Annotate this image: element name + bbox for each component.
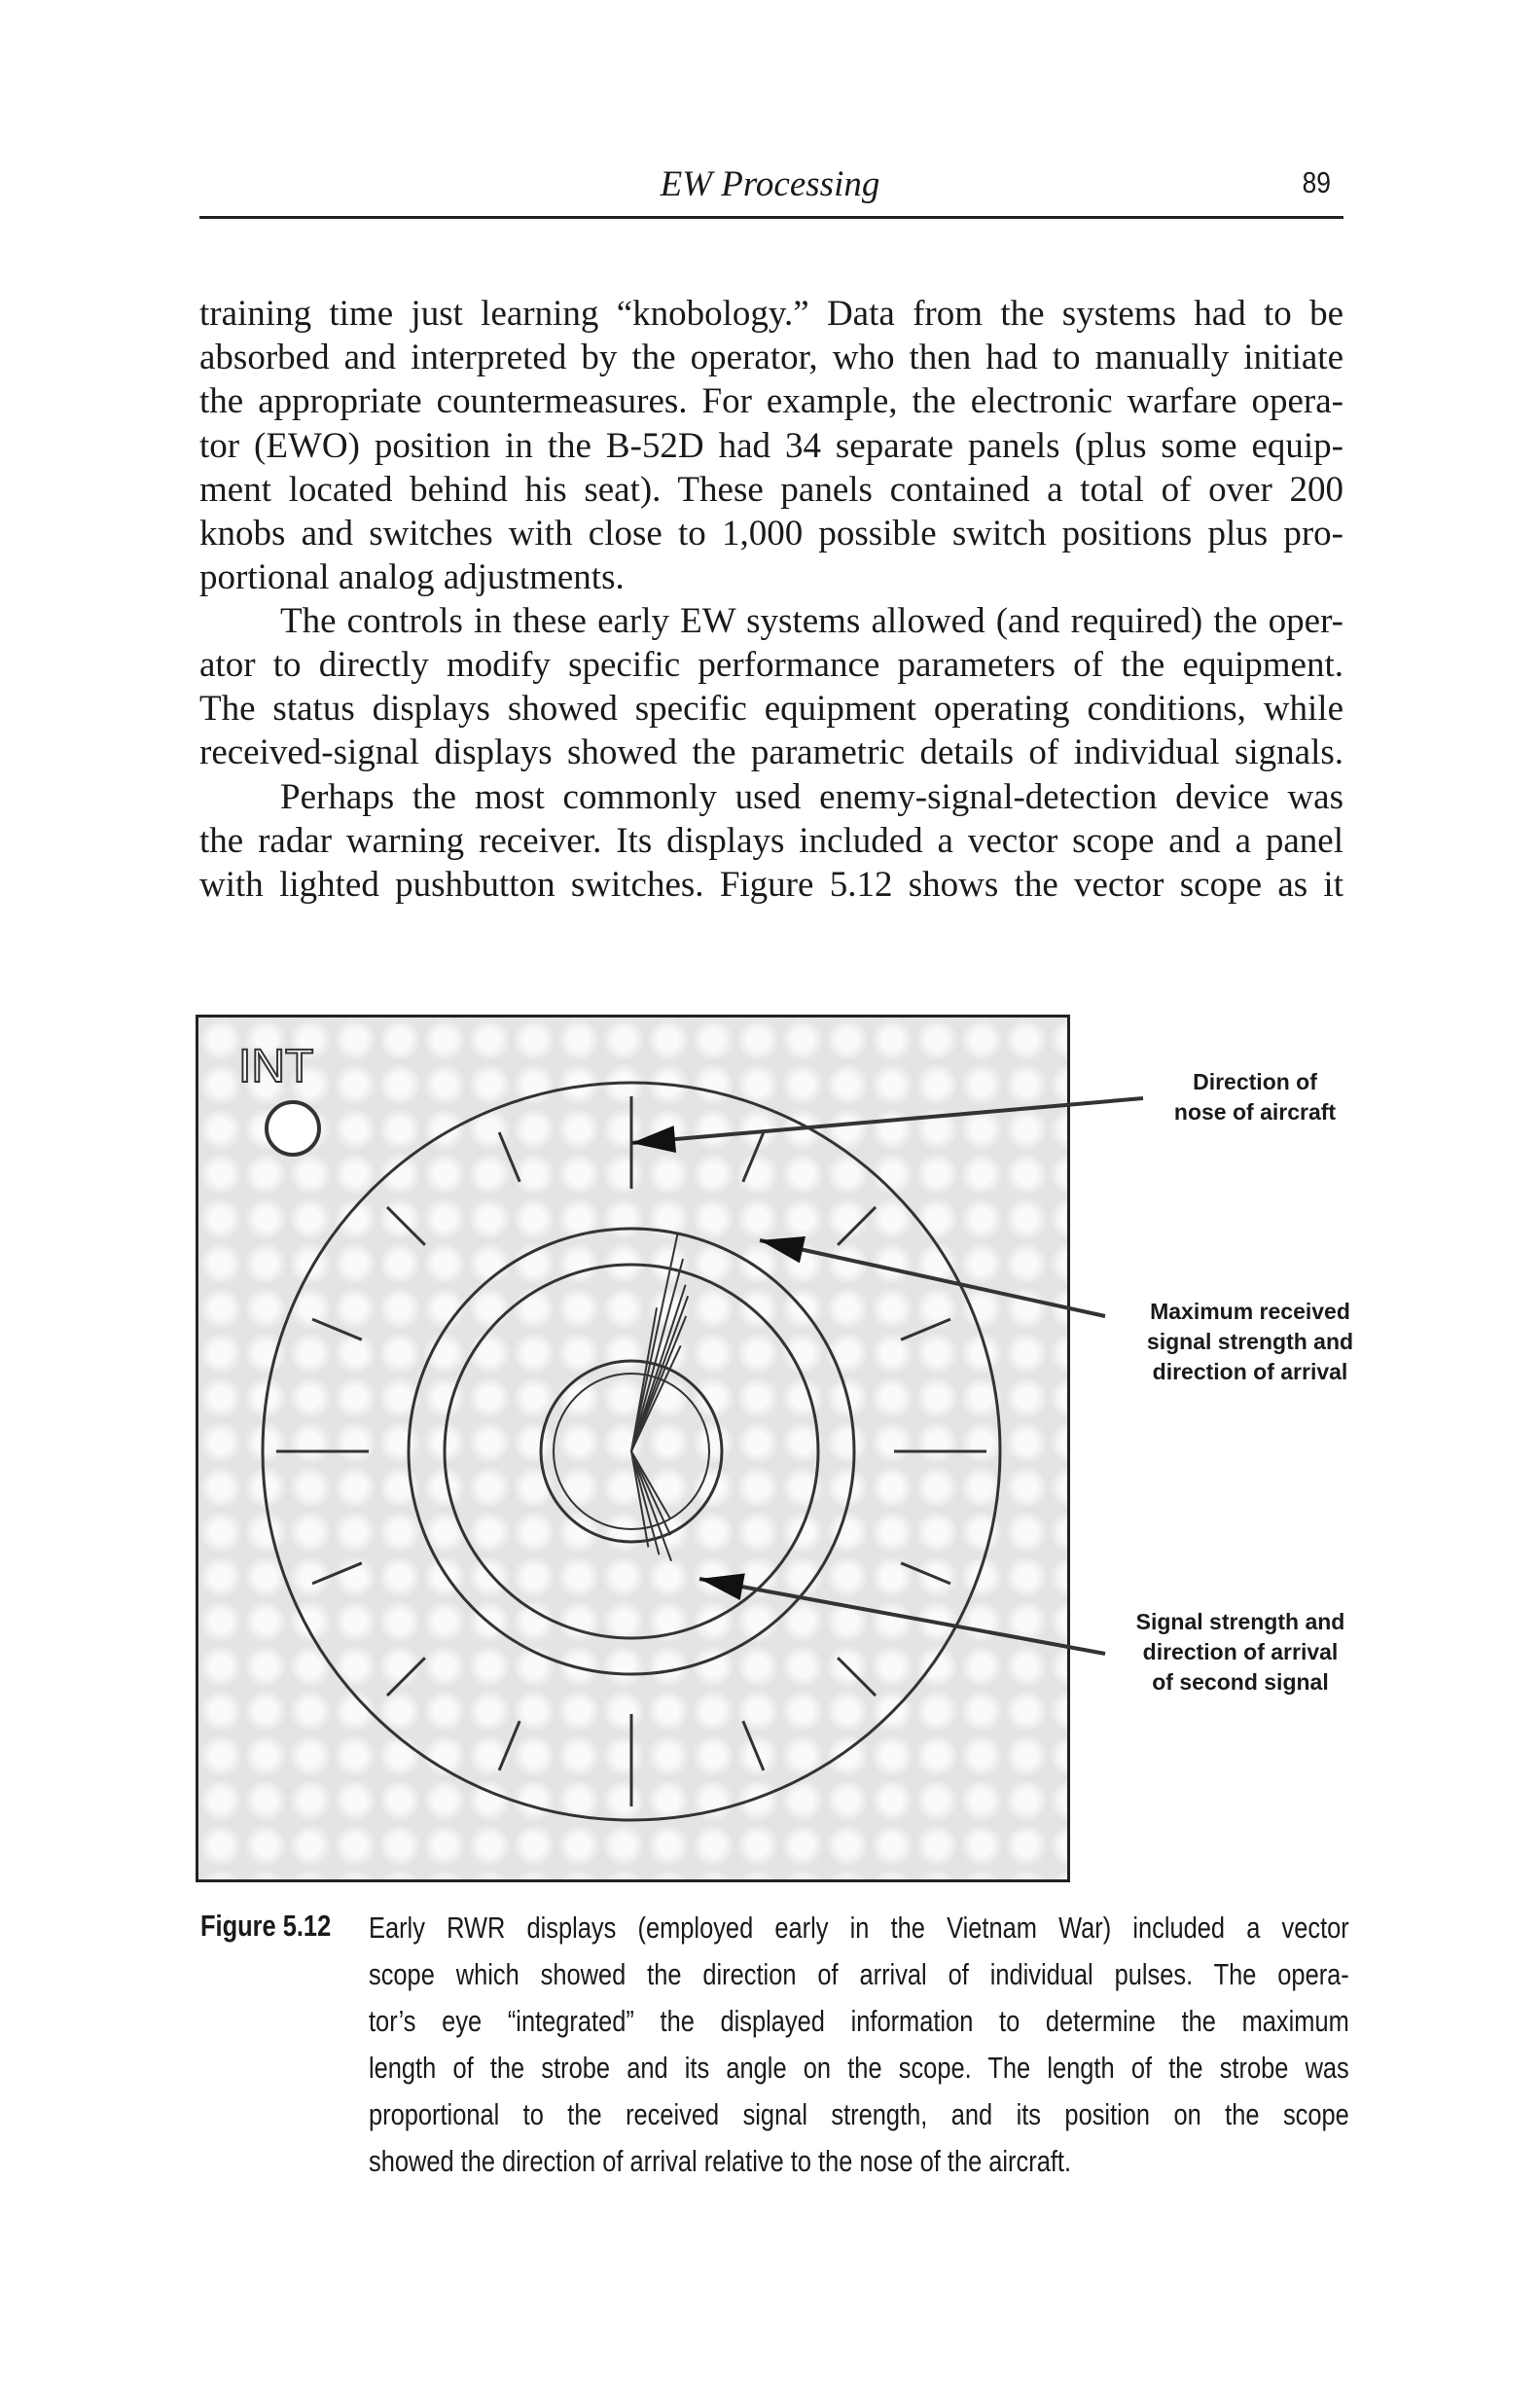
scope-tick (312, 1563, 362, 1584)
text-line: tor (EWO) position in the B-52D had 34 separate panels (plus some equip- (199, 426, 1343, 466)
annotation-line: Maximum received (1150, 1299, 1350, 1324)
scope-tick (838, 1658, 876, 1696)
int-indicator-icon (267, 1102, 319, 1155)
scope-tick (312, 1319, 362, 1340)
annotation-line: direction of arrival (1152, 1359, 1348, 1384)
annotation-line: signal strength and (1146, 1329, 1354, 1354)
arrowhead-icon (760, 1236, 806, 1263)
scope-tick (387, 1207, 425, 1245)
annotation-nose-direction (1148, 1067, 1362, 1127)
chapter-title: EW Processing (660, 164, 880, 204)
caption-line: length of the strobe and its angle on the scope. The length of the strobe was (369, 2051, 1349, 2085)
arrowhead-icon (699, 1573, 745, 1600)
text-line: portional analog adjustments. (199, 557, 625, 597)
caption-line: Early RWR displays (employed early in the Vietnam War) included a vector (369, 1911, 1349, 1945)
scope-tick (499, 1721, 519, 1770)
strobe-line (631, 1316, 686, 1451)
annotation-line: Direction of (1193, 1069, 1317, 1094)
annotation-line: direction of arrival (1142, 1639, 1339, 1664)
scope-tick (743, 1721, 764, 1770)
arrowhead-icon (631, 1126, 676, 1153)
text-line: with lighted pushbutton switches. Figure 5.12 shows the vector scope as it (199, 865, 1343, 905)
scope-tick (743, 1132, 764, 1182)
page-number: 89 (1302, 165, 1331, 199)
caption-line: tor’s eye “integrated” the displayed information to determine the maximum (369, 2004, 1349, 2038)
annotation-second-signal (1099, 1607, 1381, 1697)
strobe-line (631, 1307, 657, 1451)
annotation-line: of second signal (1152, 1669, 1329, 1695)
annotation-max-signal (1109, 1297, 1391, 1387)
annotation-arrow (760, 1240, 1105, 1316)
text-line: the appropriate countermeasures. For example, the electronic warfare opera- (199, 381, 1343, 421)
text-line: training time just learning “knobology.” Data from the systems had to be (199, 294, 1343, 334)
scope-tick (901, 1319, 950, 1340)
scope-tick (387, 1658, 425, 1696)
figure-label: Figure 5.12 (200, 1909, 332, 1943)
scope-tick (499, 1132, 519, 1182)
caption-line: scope which showed the direction of arrival of individual pulses. The opera- (369, 1957, 1349, 1991)
text-line: The controls in these early EW systems allowed (and required) the oper- (280, 601, 1343, 641)
text-line: ator to directly modify specific performance parameters of the equipment. (199, 645, 1343, 685)
text-line: Perhaps the most commonly used enemy-signal-detection device was (280, 777, 1343, 817)
caption-line: proportional to the received signal strength, and its position on the scope (369, 2097, 1349, 2131)
strobe-line (631, 1451, 671, 1561)
text-line: absorbed and interpreted by the operator, who then had to manually initiate (199, 338, 1343, 377)
annotation-line: nose of aircraft (1173, 1099, 1337, 1125)
text-line: The status displays showed specific equipment operating conditions, while (199, 689, 1343, 729)
text-line: knobs and switches with close to 1,000 possible switch positions plus pro- (199, 514, 1343, 554)
scope-label: INT (238, 1041, 314, 1092)
scope-tick (901, 1563, 950, 1584)
annotation-line: Signal strength and (1135, 1609, 1345, 1634)
text-line: ment located behind his seat). These panels contained a total of over 200 (199, 470, 1343, 510)
scope-tick (838, 1207, 876, 1245)
text-line: received-signal displays showed the parametric details of individual signals. (199, 732, 1343, 772)
text-line: the radar warning receiver. Its displays included a vector scope and a panel (199, 821, 1343, 861)
annotation-arrow (631, 1098, 1143, 1143)
caption-line: showed the direction of arrival relative to the nose of the aircraft. (369, 2144, 1072, 2178)
annotation-arrow (699, 1579, 1105, 1654)
